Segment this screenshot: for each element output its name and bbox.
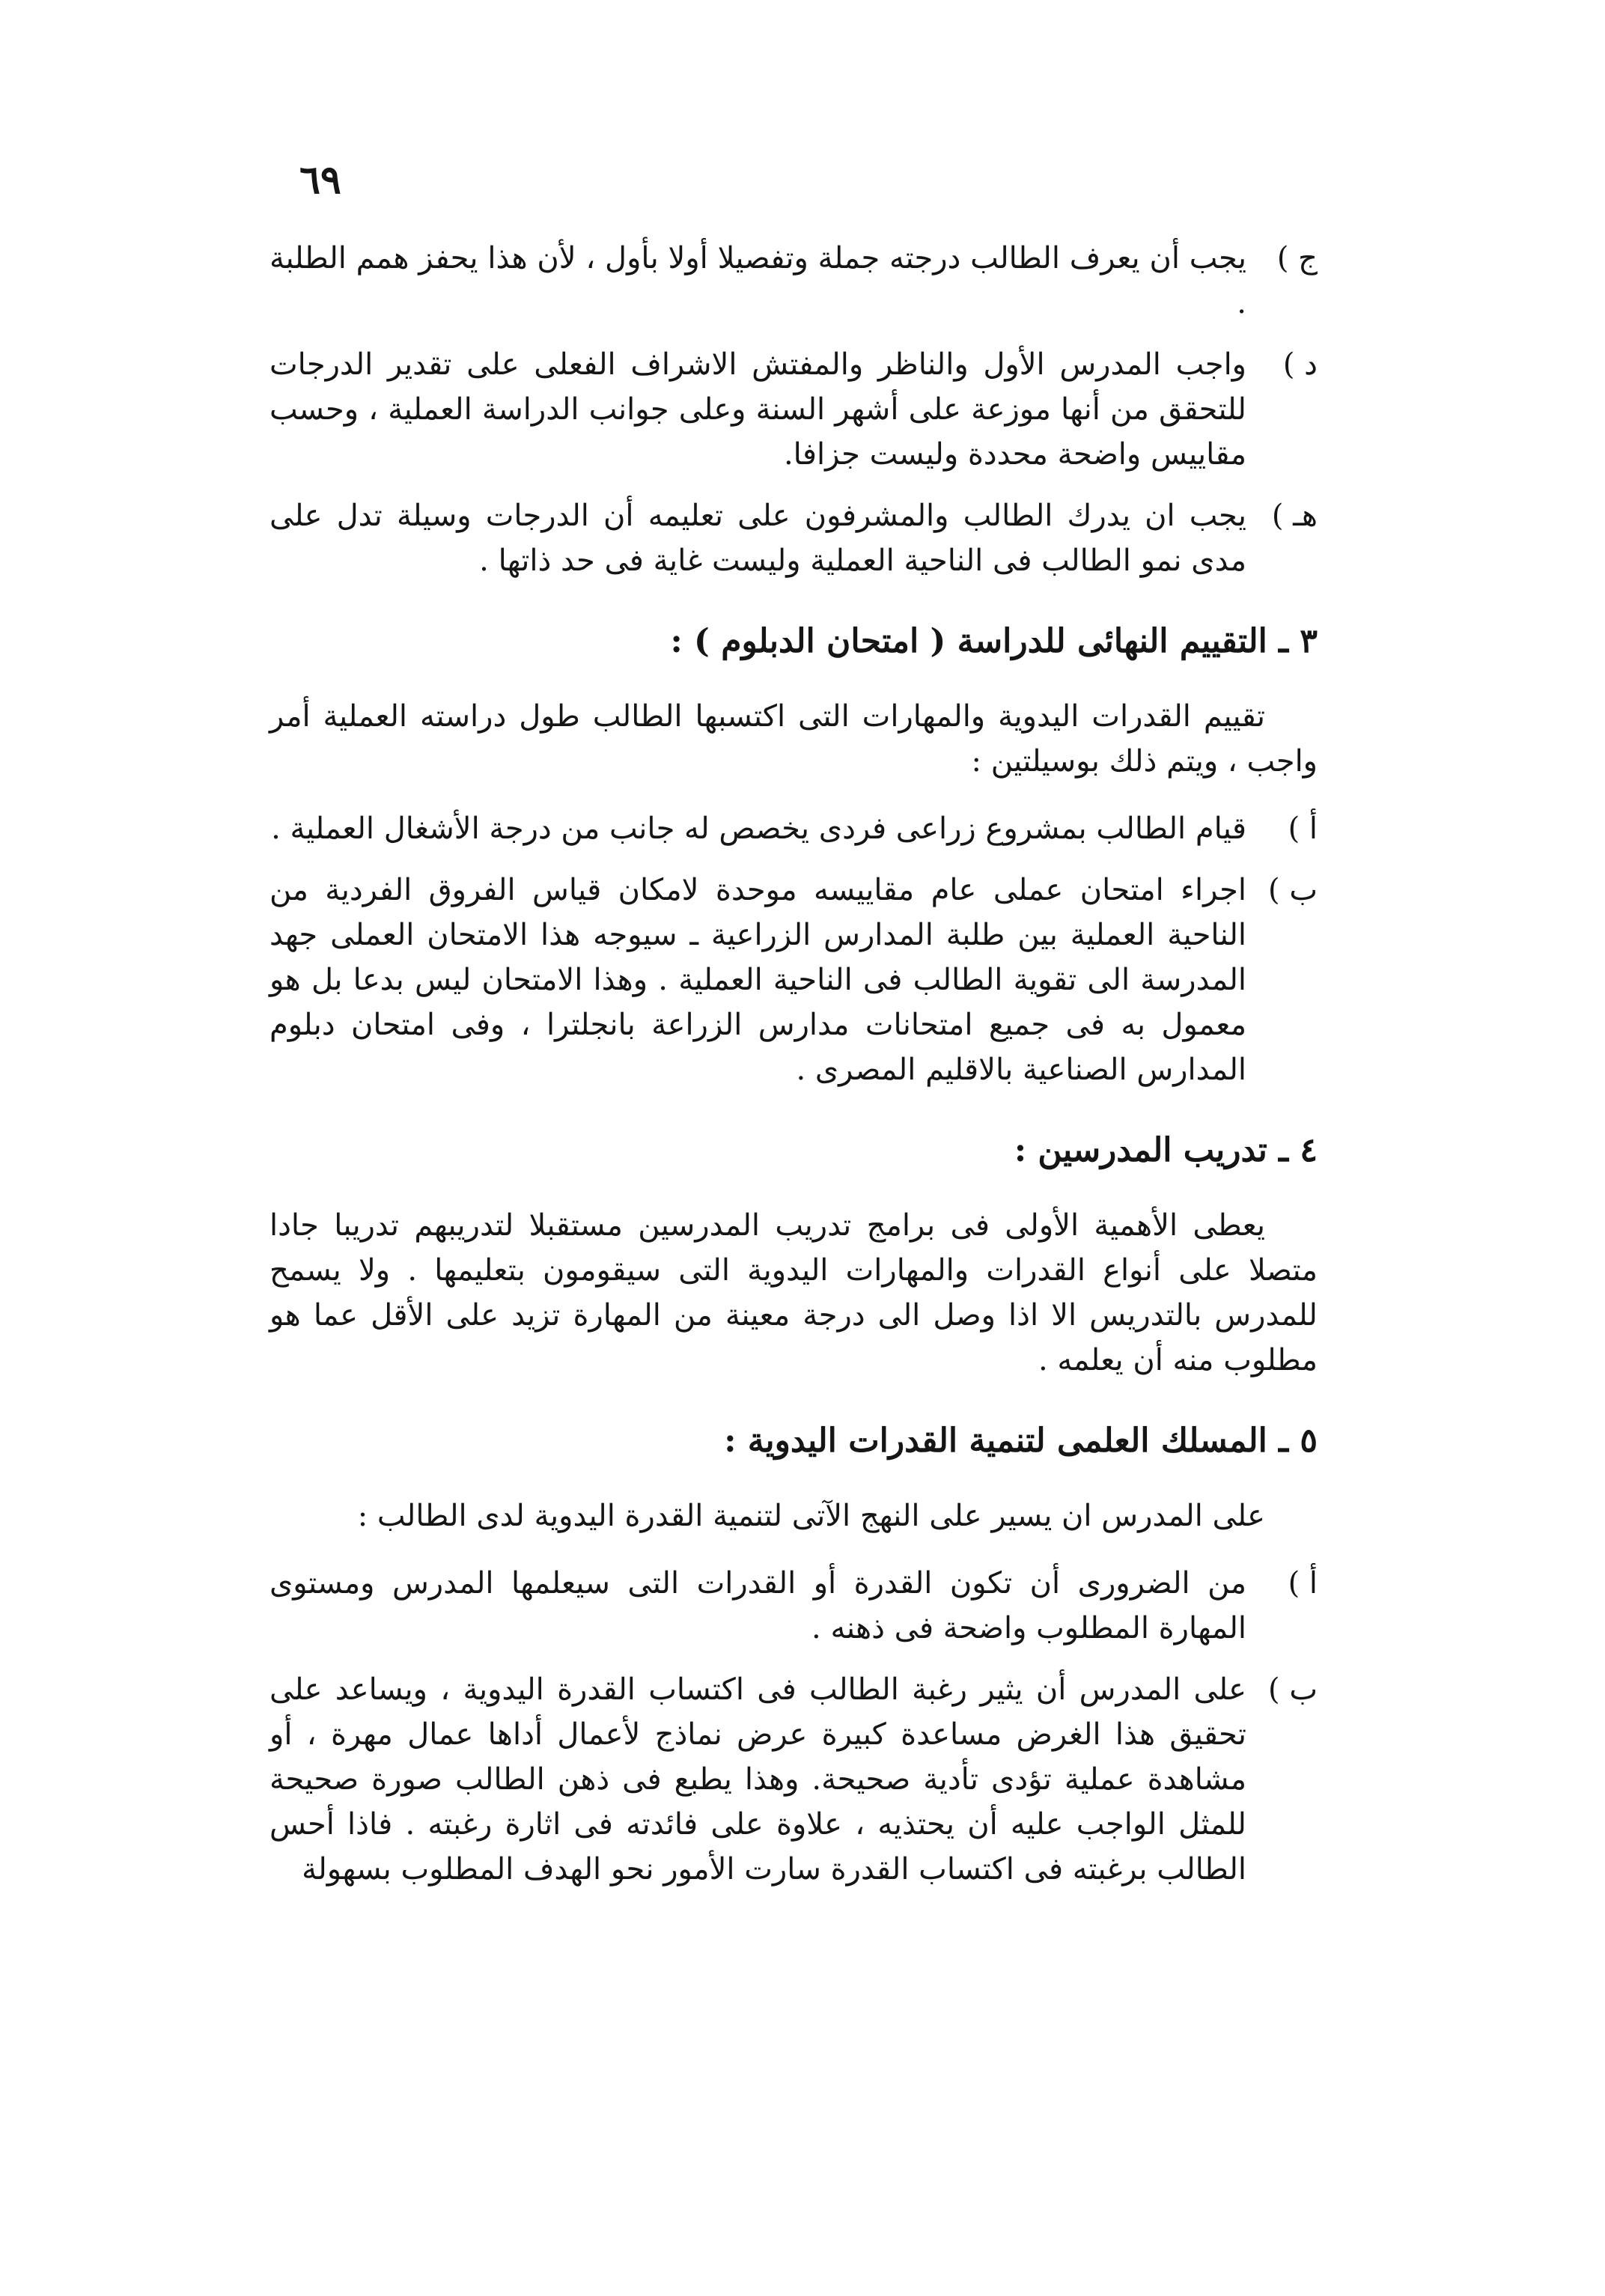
list-marker: ب ) [1268,873,1318,907]
list-item-dal [269,342,1318,477]
list-item-text: قيام الطالب بمشروع زراعى فردى يخصص له جانب من درجة الأشغال العملية . [271,811,1246,846]
section-3-intro: تقييم القدرات اليدوية والمهارات التى اكتسبها الطالب طول دراسته العملية أمر واجب ، ويتم ذلك بوسيلتين : [269,699,1318,779]
list-marker: أ ) [1288,1566,1318,1601]
page-number: ٦٩ [299,157,341,203]
section-3-item-a [269,806,1318,851]
list-item-text: يجب ان يدرك الطالب والمشرفون على تعليمه أن الدرجات وسيلة تدل على مدى نمو الطالب فى الناحية العملية وليست غاية فى حد ذاتها . [269,499,1246,578]
section-5-item-b [269,1667,1318,1892]
section-5-item-a [269,1561,1318,1651]
list-marker: ج ) [1276,241,1318,275]
section-3-item-b [269,868,1318,1092]
list-item-ha [269,493,1318,583]
section-5-intro: على المدرس ان يسير على النهج الآتى لتنمية القدرة اليدوية لدى الطالب : [357,1499,1265,1533]
list-item-jeem [269,236,1318,326]
list-marker: ب ) [1268,1672,1318,1707]
section-4-heading: ٤ ـ تدريب المدرسين : [1014,1131,1318,1169]
list-item-text: واجب المدرس الأول والناظر والمفتش الاشراف الفعلى على تقدير الدرجات للتحقق من أنها موزعة على أشهر السنة وعلى جوانب الدراسة العملية ، وحسب مقاييس واضحة محددة وليست جزافا. [269,347,1246,472]
section-4-paragraph: يعطى الأهمية الأولى فى برامج تدريب المدرسين مستقبلا لتدريبهم تدريبا جادا متصلا على أنواع القدرات والمهارات اليدوية التى سيقومون بتعليمها . ولا يسمح للمدرس بالتدريس الا اذا وصل الى درجة معينة من المهارة تزيد على الأقل عما هو مطلوب منه أن يعلمه . [269,1208,1318,1377]
list-item-text: على المدرس أن يثير رغبة الطالب فى اكتساب القدرة اليدوية ، ويساعد على تحقيق هذا الغرض مساعدة كبيرة عرض نماذج لأعمال أداها عمال مهرة ، أو مشاهدة عملية تؤدى تأدية صحيحة. وهذا يطبع فى ذهن الطالب صورة صحيحة للمثل الواجب عليه أن يحتذيه ، علاوة على فائدته فى اثارة رغبته . فاذا أحس الطالب برغبته فى اكتساب القدرة سارت الأمور نحو الهدف المطلوب بسهولة [269,1672,1246,1887]
list-marker: هـ ) [1271,499,1318,533]
document-page [269,157,1318,2253]
list-marker: أ ) [1288,811,1318,846]
list-item-text: يجب أن يعرف الطالب درجته جملة وتفصيلا أولا بأول ، لأن هذا يحفز همم الطلبة . [269,241,1246,320]
list-item-text: من الضرورى أن تكون القدرة أو القدرات التى سيعلمها المدرس ومستوى المهارة المطلوب واضحة فى ذهنه . [269,1566,1246,1645]
section-3-heading: ٣ ـ التقييم النهائى للدراسة ( امتحان الدبلوم ) : [670,622,1318,660]
section-5-heading: ٥ ـ المسلك العلمى لتنمية القدرات اليدوية : [724,1422,1318,1460]
page-content [269,236,1318,1908]
list-item-text: اجراء امتحان عملى عام مقاييسه موحدة لامكان قياس الفروق الفردية من الناحية العملية بين طلبة المدارس الزراعية ـ سيوجه هذا الامتحان العملى جهد المدرسة الى تقوية الطالب فى الناحية العملية . وهذا الامتحان ليس بدعا بل هو معمول به فى جميع امتحانات مدارس الزراعة بانجلترا ، وفى امتحان دبلوم المدارس الصناعية بالاقليم المصرى . [269,873,1246,1087]
list-marker: د ) [1282,347,1318,382]
